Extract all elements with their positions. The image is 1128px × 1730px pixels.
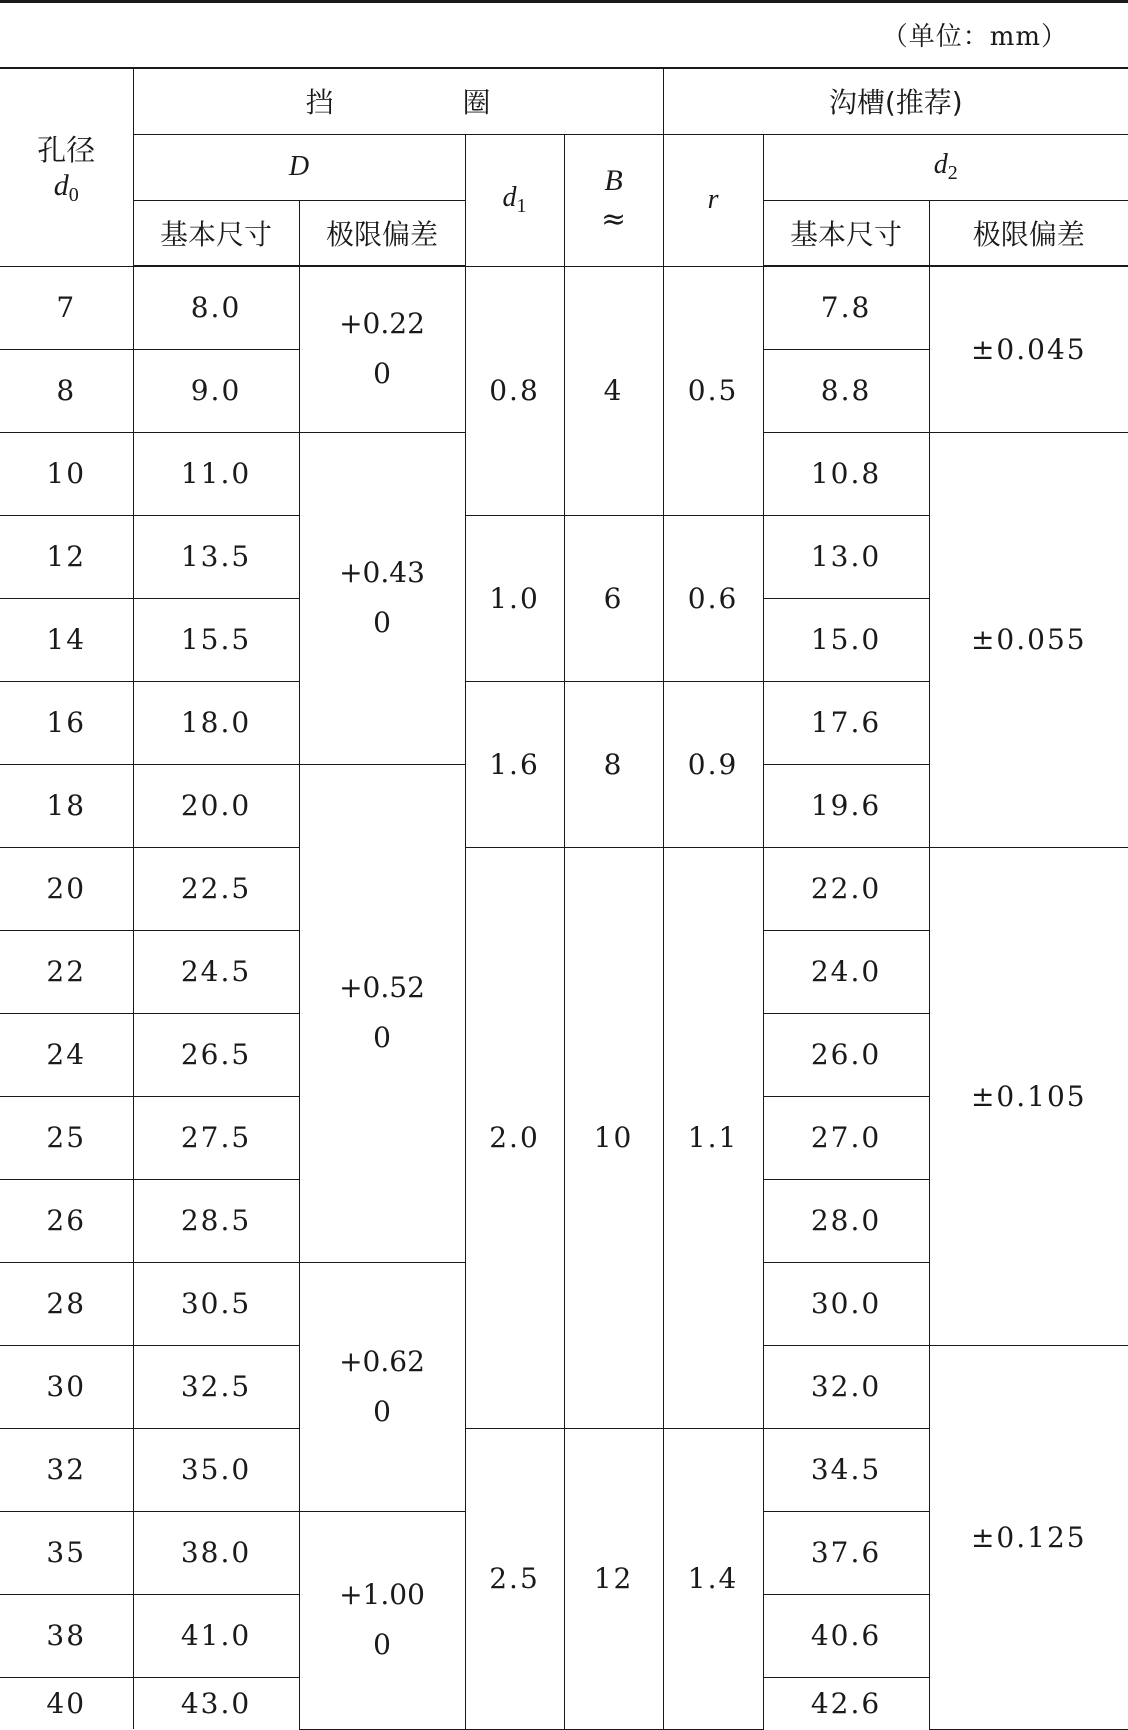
header-d2-limit-deviation: 极限偏差 [929,200,1128,266]
D-tolerance-cell: +0.43 0 [299,432,465,764]
D-basic-cell: 28.5 [133,1179,299,1262]
d2-basic-cell: 37.6 [763,1511,929,1594]
D-basic-cell: 38.0 [133,1511,299,1594]
D-tolerance-cell: +1.00 0 [299,1511,465,1729]
d1-cell: 2.5 [465,1428,564,1729]
d0-cell: 30 [0,1345,133,1428]
header-D: D [133,134,465,200]
header-retaining-ring: 挡 圈 [133,68,663,134]
header-hole-diameter [0,68,133,266]
d1-cell: 1.0 [465,515,564,681]
d2-basic-cell: 32.0 [763,1345,929,1428]
D-basic-cell: 22.5 [133,847,299,930]
D-basic-cell: 15.5 [133,598,299,681]
D-tolerance-cell: +0.62 0 [299,1262,465,1511]
d1-cell: 1.6 [465,681,564,847]
r-cell: 1.4 [663,1428,763,1729]
d0-cell: 32 [0,1428,133,1511]
header-B: B ≈ [564,134,663,266]
d0-cell: 8 [0,349,133,432]
D-basic-cell: 35.0 [133,1428,299,1511]
D-basic-cell: 20.0 [133,764,299,847]
header-d1: $d_1$ [465,134,564,266]
d2-basic-cell: 8.8 [763,349,929,432]
d2-tolerance-cell: ±0.125 [929,1345,1128,1729]
d0-cell: 10 [0,432,133,515]
d1-cell: 2.0 [465,847,564,1428]
header-groove: 沟槽(推荐) [663,68,1128,134]
d0-cell: 28 [0,1262,133,1345]
d2-basic-cell: 40.6 [763,1594,929,1677]
r-cell: 0.9 [663,681,763,847]
d0-cell: 22 [0,930,133,1013]
D-basic-cell: 11.0 [133,432,299,515]
D-basic-cell: 18.0 [133,681,299,764]
header-D-basic-size: 基本尺寸 [133,200,299,266]
header-d2-basic-size: 基本尺寸 [763,200,929,266]
d2-basic-cell: 34.5 [763,1428,929,1511]
D-basic-cell: 24.5 [133,930,299,1013]
top-rule [0,0,1128,3]
d2-basic-cell: 15.0 [763,598,929,681]
B-cell: 6 [564,515,663,681]
D-basic-cell: 41.0 [133,1594,299,1677]
unit-note: （单位：mm） [881,22,1068,52]
d1-cell: 0.8 [465,266,564,515]
D-tolerance-cell: +0.52 0 [299,764,465,1262]
spec-table [0,67,1128,1730]
d0-cell: 12 [0,515,133,598]
D-basic-cell: 26.5 [133,1013,299,1096]
d2-basic-cell: 7.8 [763,266,929,349]
B-cell: 10 [564,847,663,1428]
B-cell: 12 [564,1428,663,1729]
d2-basic-cell: 17.6 [763,681,929,764]
d2-basic-cell: 13.0 [763,515,929,598]
header-d2: $d_2$ [763,134,1128,200]
D-basic-cell: 13.5 [133,515,299,598]
d0-cell: 14 [0,598,133,681]
r-cell: 0.5 [663,266,763,515]
header-r: r [663,134,763,266]
d2-tolerance-cell: ±0.105 [929,847,1128,1345]
d2-basic-cell: 24.0 [763,930,929,1013]
D-basic-cell: 43.0 [133,1677,299,1729]
table-row [0,847,1128,930]
d2-basic-cell: 26.0 [763,1013,929,1096]
r-cell: 1.1 [663,847,763,1428]
d2-basic-cell: 28.0 [763,1179,929,1262]
D-basic-cell: 8.0 [133,266,299,349]
d0-cell: 7 [0,266,133,349]
d2-tolerance-cell: ±0.045 [929,266,1128,432]
d0-cell: 35 [0,1511,133,1594]
D-basic-cell: 32.5 [133,1345,299,1428]
d0-cell: 25 [0,1096,133,1179]
D-basic-cell: 9.0 [133,349,299,432]
B-cell: 4 [564,266,663,515]
d0-cell: 16 [0,681,133,764]
D-basic-cell: 27.5 [133,1096,299,1179]
d0-cell: 20 [0,847,133,930]
r-cell: 0.6 [663,515,763,681]
d0-cell: 38 [0,1594,133,1677]
D-basic-cell: 30.5 [133,1262,299,1345]
d0-cell: 18 [0,764,133,847]
d2-basic-cell: 19.6 [763,764,929,847]
d2-basic-cell: 22.0 [763,847,929,930]
D-tolerance-cell: +0.22 0 [299,266,465,432]
hole-diameter-label: 孔径 [37,132,96,167]
d2-basic-cell: 10.8 [763,432,929,515]
d0-cell: 26 [0,1179,133,1262]
B-cell: 8 [564,681,663,847]
hole-diameter-symbol: $d_0$ [53,168,79,206]
d2-basic-cell: 27.0 [763,1096,929,1179]
table-row [0,266,1128,349]
header-D-limit-deviation: 极限偏差 [299,200,465,266]
d2-basic-cell: 30.0 [763,1262,929,1345]
d2-tolerance-cell: ±0.055 [929,432,1128,847]
d0-cell: 24 [0,1013,133,1096]
d0-cell: 40 [0,1677,133,1729]
d2-basic-cell: 42.6 [763,1677,929,1729]
